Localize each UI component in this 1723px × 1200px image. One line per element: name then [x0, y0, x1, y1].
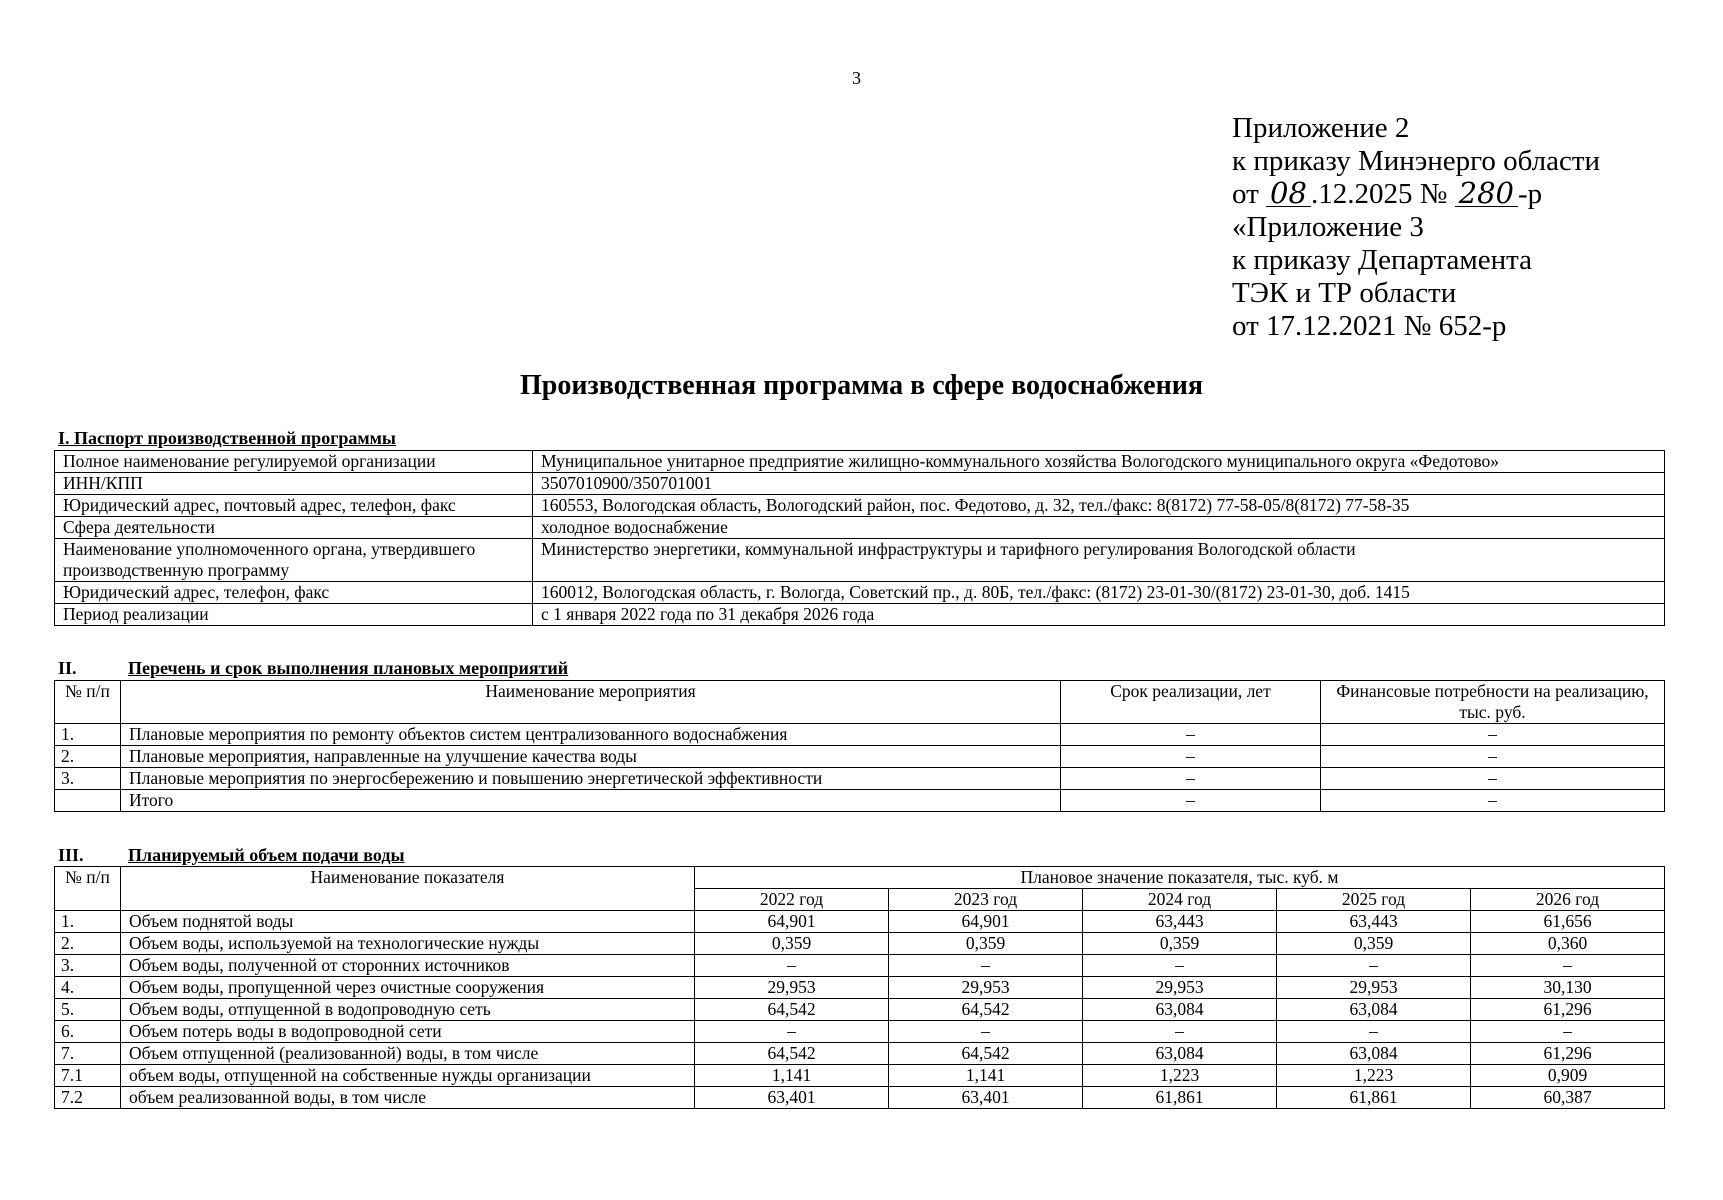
handwritten-day: 08 [1266, 180, 1311, 207]
measures-term: – [1061, 768, 1321, 790]
passport-row [55, 604, 1665, 626]
handwritten-order-number: 280 [1455, 180, 1518, 207]
water-num: 6. [55, 1021, 121, 1043]
water-header-name: Наименование показателя [121, 867, 695, 911]
water-name: Объем отпущенной (реализованной) воды, в том числе [121, 1043, 695, 1065]
water-value: 64,542 [889, 1043, 1083, 1065]
measures-term: – [1061, 790, 1321, 812]
water-value: 1,223 [1277, 1065, 1471, 1087]
measures-term: – [1061, 724, 1321, 746]
water-value: – [1471, 955, 1665, 977]
appendix-date-mid: .12.2025 № [1310, 178, 1448, 210]
section2-heading [58, 658, 568, 679]
water-row [55, 1065, 1665, 1087]
water-value: 63,084 [1277, 1043, 1471, 1065]
water-row [55, 999, 1665, 1021]
water-value: 63,084 [1083, 1043, 1277, 1065]
passport-label: Сфера деятельности [55, 517, 533, 539]
document-title: Производственная программа в сфере водоснабжения [519, 370, 1204, 401]
water-row [55, 911, 1665, 933]
water-value: 29,953 [1277, 977, 1471, 999]
water-row [55, 933, 1665, 955]
water-num: 7. [55, 1043, 121, 1065]
section3-heading [58, 845, 405, 866]
water-value: – [889, 1021, 1083, 1043]
appendix-line-1: Приложение 2 [1232, 112, 1410, 144]
passport-value: с 1 января 2022 года по 31 декабря 2026 года [533, 604, 1665, 626]
water-value: 63,443 [1083, 911, 1277, 933]
passport-value: 3507010900/350701001 [533, 473, 1665, 495]
water-value: 61,861 [1277, 1087, 1471, 1109]
water-name: Объем потерь воды в водопроводной сети [121, 1021, 695, 1043]
passport-row [55, 473, 1665, 495]
water-num: 3. [55, 955, 121, 977]
measures-finance: – [1321, 768, 1665, 790]
water-value: – [1277, 1021, 1471, 1043]
water-value: 63,443 [1277, 911, 1471, 933]
appendix-line-3 [1232, 178, 1600, 211]
passport-value: 160553, Вологодская область, Вологодский район, пос. Федотово, д. 32, тел./факс: 8(8172) 77-58-05/8(8172) 77-58-35 [533, 495, 1665, 517]
water-value: 64,901 [695, 911, 889, 933]
water-value: 64,542 [695, 1043, 889, 1065]
water-name: Объем поднятой воды [121, 911, 695, 933]
water-row [55, 977, 1665, 999]
water-value: 61,296 [1471, 1043, 1665, 1065]
appendix-date-prefix: от [1232, 178, 1259, 210]
water-value: – [1277, 955, 1471, 977]
measures-row [55, 746, 1665, 768]
water-name: Объем воды, полученной от сторонних источников [121, 955, 695, 977]
water-value: 0,359 [1083, 933, 1277, 955]
measures-finance: – [1321, 746, 1665, 768]
water-value: – [1083, 1021, 1277, 1043]
measures-header-num: № п/п [55, 681, 121, 724]
water-year-header: 2024 год [1083, 889, 1277, 911]
water-value: – [1471, 1021, 1665, 1043]
water-value: 29,953 [695, 977, 889, 999]
water-name: объем реализованной воды, в том числе [121, 1087, 695, 1109]
measures-header-finance: Финансовые потребности на реализацию, тыс. руб. [1321, 681, 1665, 724]
measures-name: Плановые мероприятия по энергосбережению и повышению энергетической эффективности [121, 768, 1061, 790]
measures-row [55, 768, 1665, 790]
water-value: 0,359 [889, 933, 1083, 955]
water-value: 63,401 [695, 1087, 889, 1109]
measures-header-term: Срок реализации, лет [1061, 681, 1321, 724]
passport-value: холодное водоснабжение [533, 517, 1665, 539]
water-value: 0,359 [695, 933, 889, 955]
passport-value: Министерство энергетики, коммунальной инфраструктуры и тарифного регулирования Вологодской области [533, 539, 1665, 582]
section1-heading: I. Паспорт производственной программы [58, 428, 396, 448]
water-num: 4. [55, 977, 121, 999]
water-value: 61,656 [1471, 911, 1665, 933]
measures-num [55, 790, 121, 812]
appendix-line-7: от 17.12.2021 № 652-р [1232, 310, 1507, 342]
water-num: 5. [55, 999, 121, 1021]
appendix-line-2: к приказу Минэнерго области [1232, 145, 1601, 177]
water-num: 1. [55, 911, 121, 933]
measures-name: Плановые мероприятия по ремонту объектов систем централизованного водоснабжения [121, 724, 1061, 746]
measures-num: 1. [55, 724, 121, 746]
water-value: 60,387 [1471, 1087, 1665, 1109]
water-value: 0,909 [1471, 1065, 1665, 1087]
passport-label: ИНН/КПП [55, 473, 533, 495]
water-value: 64,901 [889, 911, 1083, 933]
water-value: 64,542 [889, 999, 1083, 1021]
section3-number: III. [58, 845, 84, 865]
measures-name: Плановые мероприятия, направленные на улучшение качества воды [121, 746, 1061, 768]
measures-term: – [1061, 746, 1321, 768]
water-row [55, 955, 1665, 977]
water-num: 7.2 [55, 1087, 121, 1109]
passport-table [54, 450, 1665, 626]
measures-name: Итого [121, 790, 1061, 812]
water-row [55, 1021, 1665, 1043]
water-value: 64,542 [695, 999, 889, 1021]
passport-row [55, 451, 1665, 473]
appendix-line-4: «Приложение 3 [1232, 211, 1424, 243]
water-value: 30,130 [1471, 977, 1665, 999]
measures-finance: – [1321, 790, 1665, 812]
water-row [55, 1087, 1665, 1109]
passport-label: Юридический адрес, почтовый адрес, телефон, факс [55, 495, 533, 517]
passport-row [55, 495, 1665, 517]
water-value: 1,223 [1083, 1065, 1277, 1087]
water-value: 1,141 [889, 1065, 1083, 1087]
water-name: Объем воды, пропущенной через очистные сооружения [121, 977, 695, 999]
water-value: 61,296 [1471, 999, 1665, 1021]
appendix-line-6: ТЭК и ТР области [1232, 277, 1457, 309]
water-num: 2. [55, 933, 121, 955]
water-value: 63,401 [889, 1087, 1083, 1109]
measures-table [54, 680, 1665, 812]
passport-value: 160012, Вологодская область, г. Вологда, Советский пр., д. 80Б, тел./факс: (8172) 23-01-30/(8172) 23-01-30, доб. 1415 [533, 582, 1665, 604]
water-value: 61,861 [1083, 1087, 1277, 1109]
appendix-line-5: к приказу Департамента [1232, 244, 1533, 276]
water-value: 29,953 [889, 977, 1083, 999]
water-value: – [695, 1021, 889, 1043]
measures-row [55, 724, 1665, 746]
passport-row [55, 582, 1665, 604]
water-header-group: Плановое значение показателя, тыс. куб. м [695, 867, 1665, 889]
appendix-suffix: -р [1517, 178, 1543, 210]
water-num: 7.1 [55, 1065, 121, 1087]
water-value: 63,084 [1083, 999, 1277, 1021]
water-value: – [889, 955, 1083, 977]
passport-row [55, 517, 1665, 539]
water-year-header: 2022 год [695, 889, 889, 911]
passport-label: Период реализации [55, 604, 533, 626]
water-value: 0,359 [1277, 933, 1471, 955]
water-name: Объем воды, используемой на технологические нужды [121, 933, 695, 955]
page-number: 3 [852, 68, 861, 88]
appendix-block [1232, 112, 1600, 343]
passport-value: Муниципальное унитарное предприятие жилищно-коммунального хозяйства Вологодского муниципального округа «Федотово» [533, 451, 1665, 473]
measures-finance: – [1321, 724, 1665, 746]
passport-label: Полное наименование регулируемой организации [55, 451, 533, 473]
water-supply-table [54, 866, 1665, 1109]
passport-label: Юридический адрес, телефон, факс [55, 582, 533, 604]
water-value: 0,360 [1471, 933, 1665, 955]
water-header-num: № п/п [55, 867, 121, 911]
water-value: 29,953 [1083, 977, 1277, 999]
passport-label: Наименование уполномоченного органа, утвердившего производственную программу [55, 539, 533, 582]
section2-title: Перечень и срок выполнения плановых мероприятий [128, 658, 569, 678]
water-value: 63,084 [1277, 999, 1471, 1021]
water-value: – [1083, 955, 1277, 977]
water-row [55, 1043, 1665, 1065]
water-name: Объем воды, отпущенной в водопроводную сеть [121, 999, 695, 1021]
passport-row [55, 539, 1665, 582]
water-value: 1,141 [695, 1065, 889, 1087]
water-year-header: 2026 год [1471, 889, 1665, 911]
measures-num: 3. [55, 768, 121, 790]
measures-row [55, 790, 1665, 812]
water-year-header: 2025 год [1277, 889, 1471, 911]
measures-num: 2. [55, 746, 121, 768]
water-value: – [695, 955, 889, 977]
section2-number: II. [58, 658, 77, 678]
water-name: объем воды, отпущенной на собственные нужды организации [121, 1065, 695, 1087]
measures-header-name: Наименование мероприятия [121, 681, 1061, 724]
water-year-header: 2023 год [889, 889, 1083, 911]
section3-title: Планируемый объем подачи воды [128, 845, 405, 865]
